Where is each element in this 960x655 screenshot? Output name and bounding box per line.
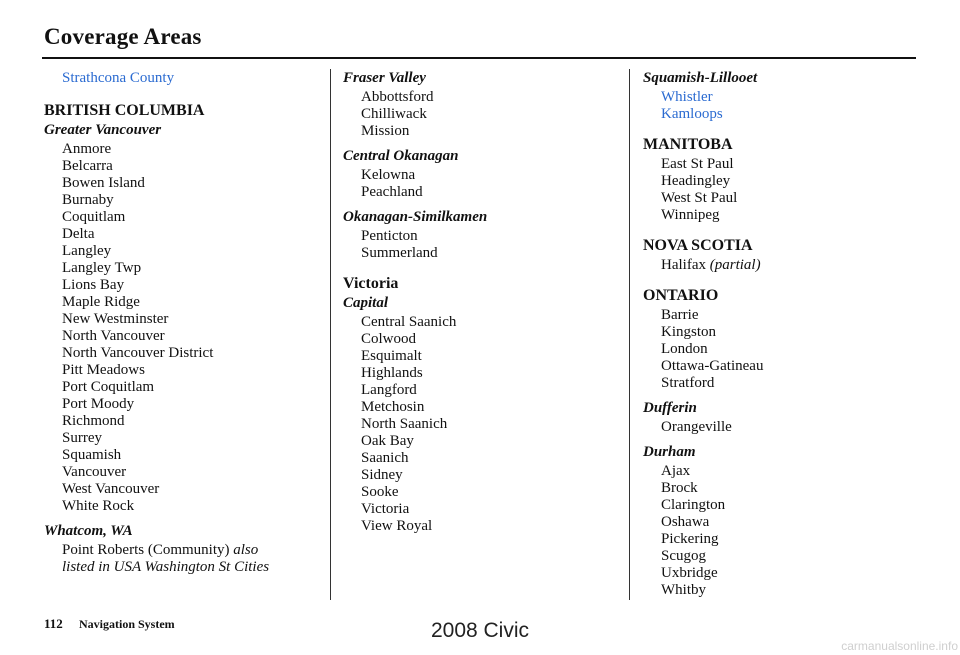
city-list-fraser-valley bbox=[343, 89, 623, 140]
column-divider-1 bbox=[330, 69, 331, 600]
list-item: Anmore bbox=[62, 141, 112, 157]
list-item: Surrey bbox=[62, 430, 102, 446]
list-item: Highlands bbox=[361, 365, 423, 381]
list-item: Vancouver bbox=[62, 464, 127, 480]
list-item: Mission bbox=[361, 123, 410, 139]
list-item: Kingston bbox=[661, 324, 717, 340]
footer-section-title: Navigation System bbox=[79, 617, 175, 631]
region-squamish-lillooet: Squamish-Lillooet bbox=[643, 70, 758, 86]
city-name: Point Roberts (Community) bbox=[62, 542, 230, 558]
column-divider-2 bbox=[629, 69, 630, 600]
list-item: North Vancouver bbox=[62, 328, 165, 344]
list-item: Metchosin bbox=[361, 399, 425, 415]
list-item: Barrie bbox=[661, 307, 699, 323]
list-item: Headingley bbox=[661, 173, 731, 189]
list-item: Langley Twp bbox=[62, 260, 142, 276]
list-item: Maple Ridge bbox=[62, 294, 140, 310]
city-list-central-okanagan bbox=[343, 167, 623, 201]
list-item: Pitt Meadows bbox=[62, 362, 145, 378]
city-note: (partial) bbox=[709, 257, 761, 273]
column-2 bbox=[343, 70, 623, 535]
list-item: Kelowna bbox=[361, 167, 416, 183]
list-item: Delta bbox=[62, 226, 95, 242]
list-item: Port Moody bbox=[62, 396, 135, 412]
title-rule bbox=[42, 57, 916, 59]
city-list-manitoba bbox=[643, 156, 923, 224]
page-title: Coverage Areas bbox=[44, 24, 202, 49]
province-british-columbia: BRITISH COLUMBIA bbox=[44, 102, 205, 119]
region-durham: Durham bbox=[643, 444, 696, 460]
list-item: Ajax bbox=[661, 463, 691, 479]
list-item: Esquimalt bbox=[361, 348, 422, 364]
region-okanagan-similkamen: Okanagan-Similkamen bbox=[343, 209, 488, 225]
list-item: Belcarra bbox=[62, 158, 113, 174]
region-dufferin: Dufferin bbox=[643, 400, 697, 416]
list-item: Saanich bbox=[361, 450, 409, 466]
column-1 bbox=[44, 70, 324, 576]
list-item: Oshawa bbox=[661, 514, 710, 530]
list-item: Lions Bay bbox=[62, 277, 125, 293]
province-victoria: Victoria bbox=[343, 275, 399, 292]
region-fraser-valley: Fraser Valley bbox=[343, 70, 426, 86]
list-item: Chilliwack bbox=[361, 106, 427, 122]
city-list-greater-vancouver bbox=[44, 141, 324, 515]
column-3 bbox=[643, 70, 923, 599]
list-item: Whitby bbox=[661, 582, 706, 598]
list-item: Uxbridge bbox=[661, 565, 718, 581]
list-item: Victoria bbox=[361, 501, 410, 517]
list-item: Winnipeg bbox=[661, 207, 720, 223]
list-item: North Vancouver District bbox=[62, 345, 214, 361]
list-item: Sooke bbox=[361, 484, 399, 500]
list-item: Richmond bbox=[62, 413, 125, 429]
list-item: Pickering bbox=[661, 531, 719, 547]
list-item: Burnaby bbox=[62, 192, 114, 208]
list-item: Abbottsford bbox=[361, 89, 434, 105]
city-list-dufferin bbox=[643, 419, 923, 436]
list-item: Port Coquitlam bbox=[62, 379, 155, 395]
list-item: Langley bbox=[62, 243, 112, 259]
region-central-okanagan: Central Okanagan bbox=[343, 148, 459, 164]
city-link[interactable]: Kamloops bbox=[661, 106, 723, 122]
list-item: West St Paul bbox=[661, 190, 738, 206]
city-list-okanagan-similkamen bbox=[343, 228, 623, 262]
list-item: White Rock bbox=[62, 498, 135, 514]
list-item: Clarington bbox=[661, 497, 726, 513]
watermark-site: carmanualsonline.info bbox=[841, 639, 958, 653]
list-item: Scugog bbox=[661, 548, 706, 564]
list-item: Ottawa-Gatineau bbox=[661, 358, 764, 374]
list-item: View Royal bbox=[361, 518, 433, 534]
list-item: Central Saanich bbox=[361, 314, 457, 330]
list-item: Summerland bbox=[361, 245, 438, 261]
list-item: Oak Bay bbox=[361, 433, 414, 449]
list-item: Squamish bbox=[62, 447, 122, 463]
list-item: North Saanich bbox=[361, 416, 448, 432]
list-item: Bowen Island bbox=[62, 175, 145, 191]
list-item: West Vancouver bbox=[62, 481, 160, 497]
list-item: Sidney bbox=[361, 467, 403, 483]
city-halifax bbox=[643, 257, 923, 274]
city-list-ontario bbox=[643, 307, 923, 392]
list-item: London bbox=[661, 341, 708, 357]
city-name: Halifax bbox=[661, 257, 706, 273]
city-note-cont: listed in USA Washington St Cities bbox=[62, 559, 270, 575]
list-item: Brock bbox=[661, 480, 698, 496]
province-nova-scotia: NOVA SCOTIA bbox=[643, 237, 753, 254]
list-item: New Westminster bbox=[62, 311, 169, 327]
region-whatcom-wa: Whatcom, WA bbox=[44, 523, 133, 539]
city-list-durham bbox=[643, 463, 923, 599]
province-manitoba: MANITOBA bbox=[643, 136, 733, 153]
watermark: 2008 Civic bbox=[430, 619, 530, 642]
list-item: Colwood bbox=[361, 331, 417, 347]
city-note: also bbox=[233, 542, 259, 558]
region-capital: Capital bbox=[343, 295, 389, 311]
strathcona-county-link[interactable]: Strathcona County bbox=[62, 70, 175, 86]
city-link[interactable]: Whistler bbox=[661, 89, 713, 105]
footer-page-number: 112 bbox=[44, 616, 63, 631]
province-ontario: ONTARIO bbox=[643, 287, 719, 304]
list-item: Stratford bbox=[661, 375, 715, 391]
list-item: Orangeville bbox=[661, 419, 732, 435]
city-point-roberts bbox=[44, 542, 324, 576]
link-list-squamish-lillooet bbox=[643, 89, 923, 123]
city-list-capital bbox=[343, 314, 623, 535]
list-item: Coquitlam bbox=[62, 209, 126, 225]
list-item: Peachland bbox=[361, 184, 423, 200]
region-greater-vancouver: Greater Vancouver bbox=[44, 122, 162, 138]
list-item: Langford bbox=[361, 382, 417, 398]
list-item: East St Paul bbox=[661, 156, 734, 172]
list-item: Penticton bbox=[361, 228, 418, 244]
